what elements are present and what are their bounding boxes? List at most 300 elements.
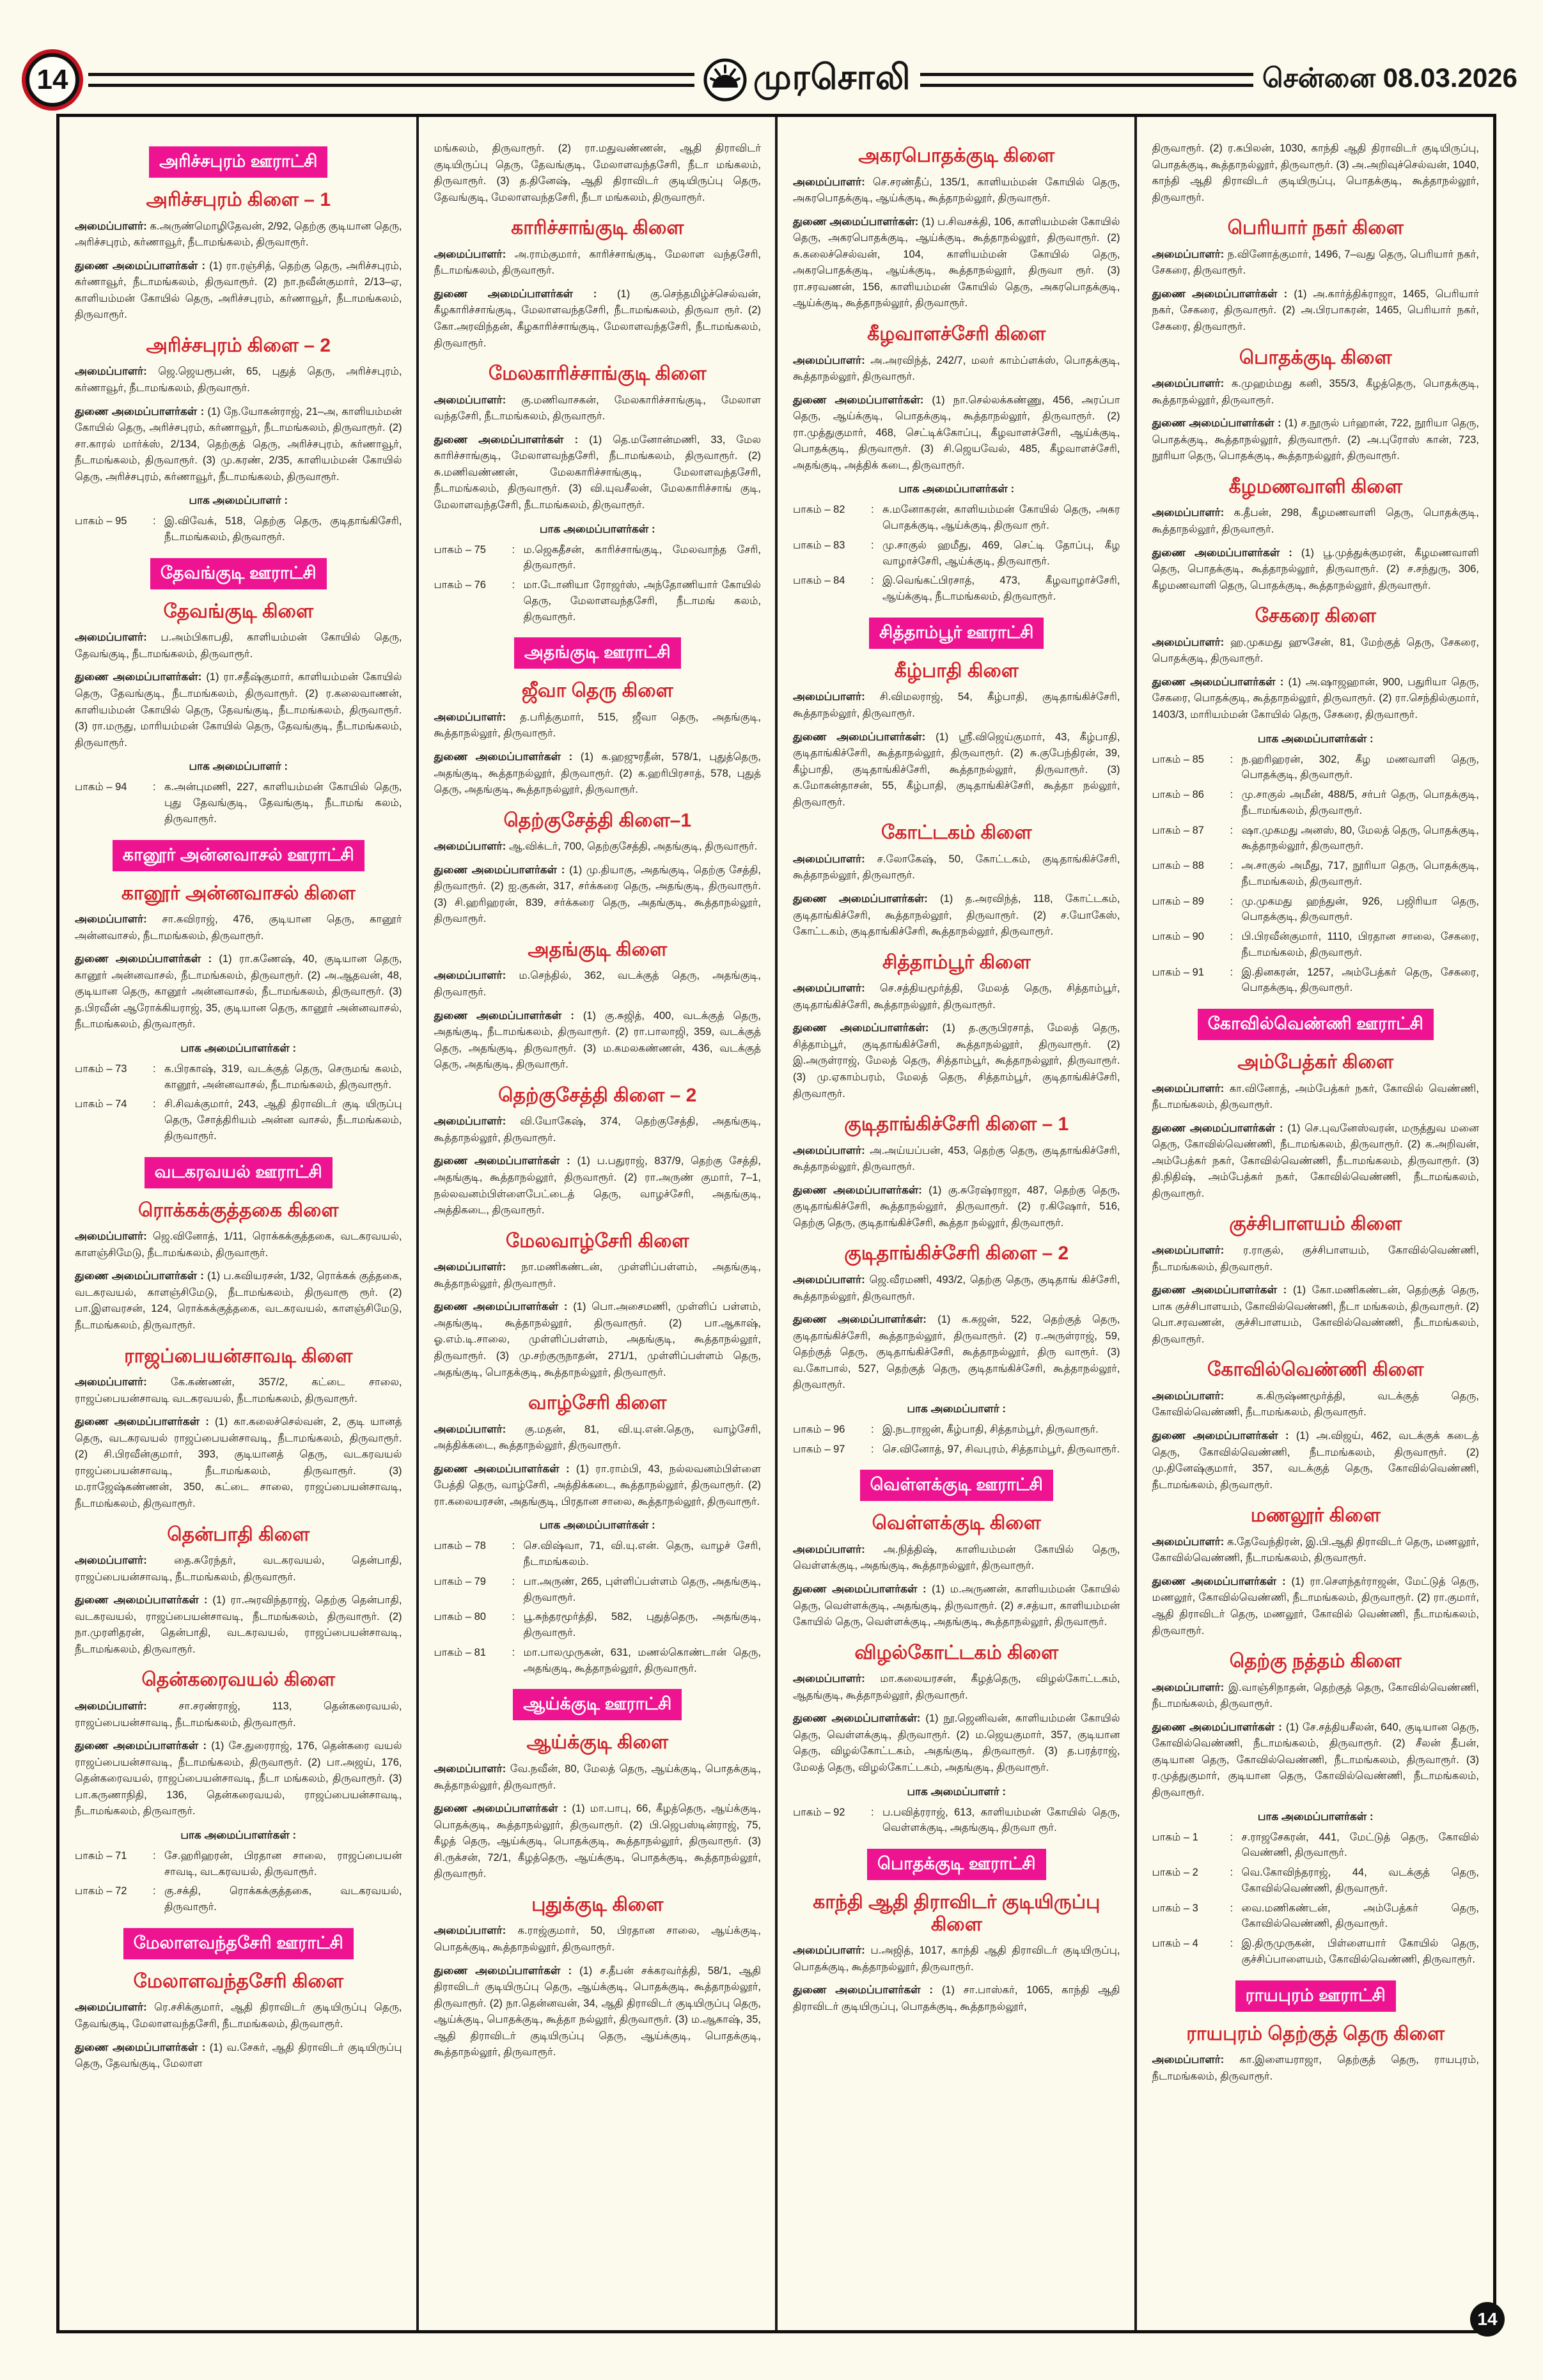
- organizer-paragraph: [1152, 1242, 1480, 1275]
- paragraph-label: அமைப்பாளர்:: [75, 1230, 147, 1243]
- paragraph-label: துணை அமைப்பாளர்கள் :: [434, 287, 597, 300]
- bagam-row: [1152, 787, 1480, 819]
- organizer-paragraph: [793, 1670, 1120, 1704]
- bagam-row: [1152, 1865, 1480, 1897]
- bagam-row: [793, 502, 1120, 534]
- paragraph-label: துணை அமைப்பாளர்கள் :: [1152, 675, 1284, 688]
- bagam-colon: :: [1230, 753, 1234, 765]
- bagam-text: மா.பாலமுருகன், 631, மணல்கொண்டான் தெரு, அதங்குடி, கூத்தாநல்லூர், திருவாரூர்.: [523, 1646, 761, 1674]
- organizer-paragraph: [1152, 1388, 1480, 1421]
- paragraph-label: அமைப்பாளர்:: [434, 247, 506, 260]
- bagam-text: க.அன்புமணி, 227, காளியம்மன் கோயில் தெரு, புது தேவங்குடி, தேவங்குடி, நீடாமங் கலம், திருவாரூர்.: [164, 781, 402, 825]
- paragraph-label: அமைப்பாளர்:: [75, 2001, 147, 2014]
- bagam-number: பாகம் – 74: [75, 1098, 127, 1110]
- organizer-paragraph: [793, 1142, 1120, 1176]
- paragraph-text: ஹ.முகமது ஹுசேன், 81, மேற்குத் தெரு, சேகரை, பொதக்குடி, திருவாரூர்.: [1152, 636, 1479, 665]
- paragraph-text: (1) ரா.சதீஷ்குமார், காளியம்மன் கோயில் தெரு, தேவங்குடி, நீடாமங்கலம், திருவாரூர். (2) ர.கலைவாணன், காளியம்மன் கோயில் தெரு, தேவங்குடி, நீடாமங்கலம், திருவாரூர். (3) ரா.மருது, மாரியம்மன் கோயில் தெரு, தேவங்குடி, நீடாமங்கலம், திருவாரூர்.: [75, 671, 402, 749]
- paragraph-label: துணை அமைப்பாளர்கள் :: [1152, 417, 1281, 430]
- organizer-paragraph: [793, 729, 1120, 811]
- bagam-colon: :: [1230, 931, 1234, 942]
- paragraph-label: துணை அமைப்பாளர்கள் :: [434, 1462, 570, 1475]
- bagam-row: [434, 1609, 762, 1641]
- footer-page-number-badge: 14: [1470, 2302, 1505, 2337]
- bagam-row: [434, 1538, 762, 1570]
- masthead: [703, 58, 911, 102]
- organizer-paragraph: [75, 1999, 402, 2032]
- uratchi-header: பொதக்குடி ஊராட்சி: [867, 1849, 1046, 1880]
- organizer-paragraph: [434, 432, 762, 514]
- bagam-row: [434, 577, 762, 625]
- bagam-row: [75, 1096, 402, 1144]
- paragraph-label: அமைப்பாளர்:: [434, 1422, 506, 1435]
- bagam-row: [1152, 965, 1480, 997]
- organizer-paragraph: [75, 363, 402, 396]
- branch-header: ரொக்கக்குத்தகை கிளை: [137, 1199, 339, 1221]
- bagam-colon: :: [1230, 789, 1234, 800]
- paragraph-label: அமைப்பாளர்:: [793, 982, 865, 995]
- uratchi-header: வடகரவயல் ஊராட்சி: [145, 1157, 333, 1188]
- paragraph-text: சா.சரண்ராஜ், 113, தென்கரைவயல், ராஜப்பையன்சாவடி, நீடாமங்கலம், திருவாரூர்.: [75, 1700, 402, 1729]
- news-column: [775, 117, 1134, 2330]
- paragraph-text: (1) ரா.அரவிந்தராஜ், தெற்கு தென்பாதி, வடகரவயல், ராஜப்பையன்சாவடி, நீடாமங்கலம், திருவாரூர். (2) நா.முரளிதரன், தென்பாதி, வடகரவயல், ராஜப்பையன்சாவடி, நீடாமங்கலம், திருவாரூர்.: [75, 1594, 402, 1655]
- paragraph-label: அமைப்பாளர்:: [793, 1944, 865, 1957]
- bagam-text: ந.ஹரிஹரன், 302, கீழ மணவாளி தெரு, பொதக்குடி, திருவாரூர்.: [1241, 753, 1479, 781]
- bagam-number: பாகம் – 85: [1152, 753, 1204, 765]
- uratchi-header: கோவில்வெண்ணி ஊராட்சி: [1198, 1009, 1434, 1040]
- bagam-colon: :: [512, 1611, 515, 1623]
- paragraph-label: துணை அமைப்பாளர்கள் :: [75, 1739, 207, 1752]
- paragraph-text: (1) தெ.மனோன்மணி, 33, மேல காரிச்சாங்குடி, மேலாளவந்தசேரி, நீடாமங்கலம், திருவாரூர். (2) சு.மணிவண்ணன், மேலகாரிச்சாங்குடி, மேலாளவந்தசேரி, நீடாமங்கலம், திருவாரூர். (3) வி.யுவசீலன், மேலகாரிச்சாங் குடி, மேலாளவந்தசேரி, நீடாமங்கலம், திருவாரூர்.: [434, 433, 761, 511]
- bagam-text: இ.நடராஜன், கீழ்பாதி, சித்தாம்பூர், திருவாரூர்.: [882, 1423, 1099, 1435]
- bagam-number: பாகம் – 81: [434, 1646, 486, 1658]
- bagam-text: சே.ஹரிஹரன், பிரதான சாலை, ராஜப்பையன் சாவடி, வடகரவயல், திருவாரூர்.: [164, 1849, 402, 1878]
- paragraph-label: துணை அமைப்பாளர்கள் :: [434, 750, 573, 763]
- bagam-text: வெ.கோவிந்தராஜ், 44, வடக்குத் தெரு, கோவில்வெண்ணி, திருவாரூர்.: [1241, 1867, 1479, 1894]
- bagam-number: பாகம் – 89: [1152, 895, 1204, 907]
- bagam-text: மு.சாகுல் அமீன், 488/5, சர்பர் தெரு, பொதக்குடி, நீடாமங்கலம், திருவாரூர்.: [1241, 789, 1479, 816]
- bagam-text: ஷா.முகமது அனஸ், 80, மேலத் தெரு, பொதக்குடி, கூத்தாநல்லூர், திருவாரூர்.: [1241, 824, 1479, 852]
- paragraph-text: (1) கோ.மணிகண்டன், தெற்குத் தெரு, பாக குச்சிபாளயம், கோவில்வெண்ணி, நீடா மங்கலம், திருவாரூர். (2) பொ.சரவணன், குச்சிபாளயம், கோவில்வெண்ணி, நீடாமங்கலம், திருவாரூர்.: [1152, 1284, 1479, 1345]
- paragraph-label: அமைப்பாளர்:: [1152, 635, 1225, 648]
- paragraph-label: அமைப்பாளர்:: [793, 690, 865, 703]
- paragraph-text: நா.மணிகண்டன், முள்ளிப்பள்ளம், அதங்குடி, கூத்தாநல்லூர், திருவாரூர்.: [434, 1261, 761, 1289]
- organizer-paragraph: [793, 851, 1120, 884]
- organizer-paragraph: [434, 838, 762, 855]
- paragraph-text: (1) ரா.சௌந்தர்ராஜன், மேட்டுத் தெரு, மணலூர், கோவில்வெண்ணி, நீடாமங்கலம், திருவாரூர். (2) ரா.குமார், ஆதி திராவிடர் தெரு, மணலூர், கோவில் வெண்ணி, நீடாமங்கலம், திருவாரூர்.: [1152, 1575, 1479, 1637]
- organizer-paragraph: [1152, 1573, 1480, 1639]
- paragraph-label: துணை அமைப்பாளர்கள் :: [1152, 287, 1288, 300]
- baga-organizers-subhead: பாக அமைப்பாளர்கள் :: [1257, 732, 1374, 745]
- paragraph-label: அமைப்பாளர்:: [434, 710, 506, 723]
- bagam-number: பாகம் – 96: [793, 1423, 845, 1435]
- bagam-number: பாகம் – 84: [793, 575, 845, 587]
- paragraph-label: துணை அமைப்பாளர்கள் :: [434, 1009, 574, 1022]
- paragraph-label: துணை அமைப்பாளர்கள் :: [75, 405, 205, 417]
- bagam-row: [1152, 858, 1480, 890]
- bagam-colon: :: [1230, 824, 1234, 836]
- organizer-paragraph: [434, 1922, 762, 1956]
- branch-header: அரிச்சபுரம் கிளை – 2: [146, 334, 331, 356]
- bagam-colon: :: [512, 1540, 515, 1552]
- paragraph-label: துணை அமைப்பாளர்கள் :: [75, 1594, 208, 1606]
- bagam-text: செ.வினோத், 97, சிவபுரம், சித்தாம்பூர், திருவாரூர்.: [882, 1443, 1120, 1455]
- organizer-paragraph: [434, 1421, 762, 1454]
- organizer-paragraph: [1152, 674, 1480, 724]
- paragraph-text: ச.லோகேஷ், 50, கோட்டகம், குடிதாங்கிச்சேரி, கூத்தாநல்லூர், திருவாரூர்.: [793, 853, 1120, 882]
- paragraph-label: துணை அமைப்பாளர்கள் :: [75, 259, 206, 272]
- organizer-paragraph: [793, 352, 1120, 385]
- organizer-paragraph: [75, 911, 402, 944]
- bagam-text: வை.மணிகண்டன், அம்பேத்கர் தெரு, கோவில்வெண்ணி, திருவாரூர்.: [1241, 1902, 1479, 1930]
- bagam-colon: :: [871, 575, 874, 587]
- uratchi-header: அதங்குடி ஊராட்சி: [514, 637, 681, 669]
- paragraph-text: (1) நா.செல்லக்கண்ணு, 456, அரப்பா தெரு, ஆய்க்குடி, பொதக்குடி, கூத்தாநல்லூர், திருவாரூர். (2) ரா.முத்துகுமார், 468, செட்டிக்கோப்பு, கீழவாளச்சேரி, ஆய்க்குடி, பொதக்குடி, திருவாரூர். (3) சி.ஜெயவேல், 485, கீழவாளச்சேரி, அதங்குடி, அத்திக் கடை, திருவாரூர்.: [793, 394, 1120, 471]
- bagam-number: பாகம் – 71: [75, 1849, 127, 1862]
- bagam-row: [1152, 823, 1480, 855]
- bagam-number: பாகம் – 72: [75, 1885, 127, 1897]
- branch-header: காந்தி ஆதி திராவிடர் குடியிருப்பு கிளை: [813, 1892, 1100, 1935]
- paragraph-label: அமைப்பாளர்:: [1152, 1389, 1225, 1402]
- uratchi-header: கானூர் அன்னவாசல் ஊராட்சி: [113, 840, 364, 871]
- uratchi-header-row: [75, 1157, 402, 1188]
- branch-header: அரிச்சபுரம் கிளை – 1: [146, 189, 331, 210]
- uratchi-header-row: [1152, 1980, 1480, 2012]
- organizer-paragraph: [793, 688, 1120, 722]
- paragraph-label: அமைப்பாளர்:: [434, 1115, 506, 1128]
- bagam-text: ம.ஜெகதீசன், காரிச்சாங்குடி, மேலவாந்த சேரி, திருவாரூர்.: [523, 543, 761, 572]
- paragraph-text: கா.இளையராஜா, தெற்குத் தெரு, ராயபுரம், நீடாமங்கலம், திருவாரூர்.: [1152, 2054, 1479, 2082]
- paragraph-text: (1) சே.சத்தியசீலன், 640, குடியான தெரு, கோவில்வெண்ணி, நீடாமங்கலம், திருவாரூர். (2) சீலன் தீபன், குடியான தெரு, கோவில்வெண்ணி, நீடாமங்கலம், திருவாரூர். (3) ர.முத்துகுமார், குடியான தெரு, கோவில்வெண்ணி, நீடாமங்கலம், திருவாரூர்.: [1152, 1721, 1479, 1798]
- paragraph-label: துணை அமைப்பாளர்கள் :: [434, 1155, 570, 1167]
- paragraph-label: அமைப்பாளர்:: [1152, 247, 1225, 260]
- branch-header: கோவில்வெண்ணி கிளை: [1207, 1359, 1424, 1381]
- organizer-paragraph: [75, 1228, 402, 1261]
- paragraph-text: (1) கு.சுரேஷ்ராஜா, 487, தெற்கு தெரு, குடிதாங்கிச்சேரி, கூத்தாநல்லூர், திருவாரூர். (2) ர.கிஷோர், 516, தெற்கு தெரு, குடிதாங்கிச்சேரி, கூத்தா நல்லூர், திருவாரூர்.: [793, 1184, 1120, 1229]
- paragraph-label: துணை அமைப்பாளர்கள்:: [793, 1022, 929, 1034]
- branch-header: பொதக்குடி கிளை: [1239, 346, 1392, 368]
- branch-header: காரிச்சாங்குடி கிளை: [511, 217, 684, 239]
- paragraph-text: சி.விமலராஜ், 54, கீழ்பாதி, குடிதாங்கிச்சேரி, கூத்தாநல்லூர், திருவாரூர்.: [793, 691, 1120, 719]
- paragraph-text: இ.வாஞ்சிநாதன், தெற்குத் தெரு, கோவில்வெண்ணி, நீடாமங்கலம், திருவாரூர்.: [1152, 1681, 1479, 1710]
- bagam-number: பாகம் – 75: [434, 543, 486, 556]
- uratchi-header-row: [75, 146, 402, 178]
- paragraph-text: (1) சே.துரைராஜ், 176, தென்கரை வயல் ராஜப்பையன்சாவடி, நீடாமங்கலம், திருவாரூர். (2) பா.அஜய், 176, தென்கரைவயல், ராஜப்பையன்சாவடி, நீடா மங்கலம், திருவாரூர். (3) பா.கருணாநிதி, 136, தென்கரைவயல், ராஜப்பையன்சாவடி, நீடாமங்கலம், திருவாரூர்.: [75, 1740, 402, 1817]
- bagam-number: பாகம் – 91: [1152, 966, 1204, 978]
- paragraph-text: (1) க.கஜன், 522, தெற்குத் தெரு, குடிதாங்கிச்சேரி, கூத்தாநல்லூர், திருவாரூர். (2) ர.அருள்ராஜ், 59, தெற்குத் தெரு, குடிதாங்கிச்சேரி, கூத்தாநல்லூர், திரு வாரூர். (3) வ.கோபால், 527, தெற்குத் தெரு, குடிதாங்கிச்சேரி, கூத்தாநல்லூர், திருவாரூர்.: [793, 1314, 1120, 1391]
- organizer-paragraph: [793, 1541, 1120, 1575]
- paragraph-label: துணை அமைப்பாளர்கள் :: [434, 1802, 567, 1815]
- bagam-row: [793, 1805, 1120, 1837]
- bagam-text: மு.சாகுல் ஹமீது, 469, செட்டி தோப்பு, கீழ வாழாச்சேரி, ஆய்க்குடி, திருவாரூர்.: [882, 539, 1120, 567]
- organizer-paragraph: [793, 1020, 1120, 1102]
- paragraph-text: ப.அஜித், 1017, காந்தி ஆதி திராவிடர் குடியிருப்பு, பொதக்குடி, கூத்தாநல்லூர், திருவாரூர்.: [793, 1945, 1120, 1973]
- paragraph-label: அமைப்பாளர்:: [1152, 1681, 1225, 1693]
- paragraph-text: செ.சத்தியமூர்த்தி, மேலத் தெரு, சித்தாம்பூர், குடிதாங்கிச்சேரி, கூத்தாநல்லூர், திருவாரூர்.: [793, 983, 1120, 1011]
- organizer-paragraph: [793, 1982, 1120, 2015]
- organizer-paragraph: [793, 1942, 1120, 1975]
- branch-header: விழல்கோட்டகம் கிளை: [854, 1642, 1059, 1663]
- bagam-colon: :: [153, 515, 156, 527]
- paragraph-text: க.ராஜ்குமார், 50, பிரதான சாலை, ஆய்க்குடி, பொதக்குடி, கூத்தாநல்லூர், திருவாரூர்.: [434, 1925, 761, 1953]
- header-rule: [88, 73, 694, 87]
- paragraph-text: (1) அ.கார்த்திக்ராஜா, 1465, பெரியார் நகர், சேகரை, திருவாரூர். (2) அ.பிரபாகரன், 1465, பெரியார் நகர், சேகரை, திருவாரூர்.: [1152, 288, 1479, 332]
- paragraph-label: அமைப்பாளர்:: [1152, 1535, 1225, 1548]
- organizer-paragraph: [434, 140, 762, 206]
- branch-header: குடிதாங்கிச்சேரி கிளை – 2: [844, 1243, 1069, 1264]
- baga-organizers-subhead: பாக அமைப்பாளர் :: [189, 494, 288, 507]
- organizer-paragraph: [434, 1153, 762, 1218]
- paragraph-text: கு.மதன், 81, வி.யு.என்.தெரு, வாழ்சேரி, அத்திக்கடை, கூத்தாநல்லூர், திருவாரூர்.: [434, 1423, 761, 1452]
- paragraph-text: செ.சரண்தீப், 135/1, காளியம்மன் கோயில் தெரு, அகரபொதக்குடி, ஆய்க்குடி, கூத்தாநல்லூர், திருவாரூர்.: [793, 176, 1120, 205]
- organizer-paragraph: [75, 403, 402, 486]
- paragraph-text: (1) வ.சேகர், ஆதி திராவிடர் குடியிருப்பு தெரு, தேவங்குடி, மேலாள: [75, 2041, 402, 2070]
- branch-header: மேலாளவந்தசேரி கிளை: [133, 1970, 343, 1992]
- bagam-number: பாகம் – 83: [793, 539, 845, 551]
- bagam-number: பாகம் – 79: [434, 1575, 486, 1587]
- paragraph-label: அமைப்பாளர்:: [434, 1924, 506, 1937]
- organizer-paragraph: [1152, 286, 1480, 336]
- organizer-paragraph: [1152, 1282, 1480, 1348]
- branch-header: கீழ்பாதி கிளை: [894, 660, 1019, 681]
- branch-header: தெற்குசேத்தி கிளை–1: [503, 809, 692, 831]
- paragraph-text: ர.ராகுல், குச்சிபாளயம், கோவில்வெண்ணி, நீடாமங்கலம், திருவாரூர்.: [1152, 1244, 1479, 1273]
- bagam-number: பாகம் – 86: [1152, 789, 1204, 800]
- bagam-text: சி.சிவக்குமார், 243, ஆதி திராவிடர் குடி யிருப்பு தெரு, சோத்திரியம் அன்ன வாசல், நீடாமங்கலம், திருவாரூர்.: [164, 1098, 402, 1142]
- bagam-number: பாகம் – 92: [793, 1806, 845, 1818]
- bagam-colon: :: [153, 1062, 156, 1075]
- organizer-paragraph: [793, 1182, 1120, 1232]
- bagam-colon: :: [871, 1806, 874, 1818]
- paragraph-text: வே.நவீன், 80, மேலத் தெரு, ஆய்க்குடி, பொதக்குடி, கூத்தாநல்லூர், திருவாரூர்.: [434, 1762, 761, 1791]
- bagam-number: பாகம் – 88: [1152, 860, 1204, 871]
- baga-organizers-subhead: பாக அமைப்பாளர்கள் :: [180, 1041, 297, 1054]
- paragraph-text: (1) ப.பதுராஜ், 837/9, தெற்கு சேத்தி, அதங்குடி, கூத்தாநல்லூர், திருவாரூர். (2) ரா.அருண் குமார், 7–1, நல்லவனம்பிள்ளைபேட்டைத் தெரு, வாழச்சேரி, அதங்குடி, அத்திகடை, திருவாரூர்.: [434, 1155, 761, 1217]
- paragraph-text: சா.கவிராஜ், 476, குடியான தெரு, கானூர் அன்னவாசல், நீடாமங்கலம், திருவாரூர்.: [75, 914, 402, 942]
- bagam-colon: :: [1230, 966, 1234, 978]
- branch-header: மணலூர் கிளை: [1250, 1505, 1381, 1527]
- organizer-paragraph: [1152, 504, 1480, 538]
- paragraph-text: (1) ப.கவியரசன், 1/32, ரொக்கக் குத்தகை, வடகரவயல், காளஞ்சிமேடு, நீடாமங்கலம், திருவாரூ ரூர். (2) பா.இளவரசன், 124, ரொக்கக்குத்தகை, வடகரவயல், காளஞ்சிமேடு, நீடாமங்கலம், திருவாரூர்.: [75, 1270, 402, 1331]
- organizer-paragraph: [793, 1272, 1120, 1305]
- uratchi-header-row: [793, 1470, 1120, 1501]
- bagam-row: [75, 779, 402, 827]
- branch-header: ஆய்க்குடி கிளை: [526, 1732, 669, 1754]
- paragraph-text: ஜெ.ஜெயரூபன், 65, புதுத் தெரு, அரிச்சபுரம், கர்ணாவூர், நீடாமங்கலம், திருவாரூர்.: [75, 366, 402, 394]
- organizer-paragraph: [75, 1374, 402, 1407]
- paragraph-label: துணை அமைப்பாளர்கள்:: [793, 1712, 921, 1725]
- organizer-paragraph: [75, 258, 402, 323]
- bagam-text: பூ.சுந்தரமூர்த்தி, 582, புதுத்தெரு, அதங்குடி, திருவாரூர்.: [523, 1611, 761, 1639]
- organizer-paragraph: [1152, 1120, 1480, 1202]
- paragraph-label: அமைப்பாளர்:: [75, 365, 147, 378]
- uratchi-header-row: [793, 1849, 1120, 1880]
- organizer-paragraph: [1152, 1679, 1480, 1713]
- paragraph-text: ம.செந்தில், 362, வடக்குத் தெரு, அதங்குடி, திருவாரூர்.: [434, 970, 761, 998]
- paragraph-label: அமைப்பாளர்:: [75, 913, 147, 925]
- bagam-colon: :: [512, 543, 515, 556]
- paragraph-label: அமைப்பாளர்:: [1152, 1082, 1225, 1094]
- bagam-colon: :: [153, 781, 156, 793]
- paragraph-label: அமைப்பாளர்:: [793, 1543, 865, 1555]
- paragraph-label: அமைப்பாளர்:: [1152, 1243, 1225, 1256]
- bagam-number: பாகம் – 80: [434, 1611, 486, 1623]
- bagam-row: [1152, 1936, 1480, 1968]
- bagam-colon: :: [1230, 860, 1234, 871]
- branch-header: கானூர் அன்னவாசல் கிளை: [121, 882, 356, 904]
- bagam-number: பாகம் – 1: [1152, 1831, 1198, 1843]
- organizer-paragraph: [75, 1413, 402, 1512]
- paragraph-text: (1) அ.விஜய், 462, வடக்குக் கடைத் தெரு, கோவில்வெண்ணி, நீடாமங்கலம், திருவாரூர். (2) மு.தினேஷ்குமார், 357, வடக்குத் தெரு, கோவில்வெண்ணி, நீடாமங்கலம், திருவாரூர்.: [1152, 1429, 1479, 1491]
- bagam-colon: :: [512, 1575, 515, 1587]
- organizer-paragraph: [434, 392, 762, 425]
- paragraph-text: (1) ம.அருணன், காளியம்மன் கோயில் தெரு, வெள்ளக்குடி, அதங்குடி, திருவாரூர். (2) ச.சத்யா, காளியம்மன் கோயில் தெரு, வெள்ளக்குடி, அதங்குடி, கூத்தாநல்லூர், திருவாரூர்.: [793, 1583, 1120, 1628]
- paragraph-text: (1) நே.யோகன்ராஜ், 21–அ, காளியம்மன் கோயில் தெரு, அரிச்சபுரம், கர்ணாவூர், நீடாமங்கலம், திருவாரூர். (2) சா.காரல் மார்க்ஸ், 2/134, தெற்குத் தெரு, அரிச்சபுரம், கர்ணாவூர், நீடாமங்கலம், திருவாரூர். (3) மு.கரண், 2/35, காளியம்மன் கோயில் தெரு, அரிச்சபுரம், கர்ணாவூர், நீடாமங்கலம், திருவாரூர்.: [75, 405, 402, 483]
- paragraph-label: துணை அமைப்பாளர்கள் :: [793, 1583, 927, 1595]
- branch-header: அதங்குடி கிளை: [528, 938, 668, 960]
- bagam-number: பாகம் – 97: [793, 1443, 845, 1455]
- paragraph-label: துணை அமைப்பாளர்கள்:: [793, 892, 928, 905]
- paragraph-label: அமைப்பாளர்:: [434, 969, 506, 982]
- paragraph-text: (1) கு.சுஜித், 400, வடக்குத் தெரு, அதங்குடி, நீடாமங்கலம், திருவாரூர். (2) ரா.பாலாஜி, 359, வடக்குத் தெரு, அதங்குடி, திருவாரூர். (3) ம.கமலகண்ணன், 436, வடக்குத் தெரு, அதங்குடி, திருவாரூர்.: [434, 1009, 761, 1071]
- paragraph-text: க.தேவேந்திரன், இ.பி.ஆதி திராவிடர் தெரு, மணலூர், கோவில்வெண்ணி, நீடாமங்கலம், திருவாரூர்.: [1152, 1536, 1479, 1564]
- branch-header: கீழமணவாளி கிளை: [1228, 476, 1403, 497]
- bagam-text: கு.சக்தி, ரொக்கக்குத்தகை, வடகரவயல், திருவாரூர்.: [164, 1885, 402, 1913]
- bagam-colon: :: [1230, 1902, 1234, 1914]
- branch-header: வாழ்சேரி கிளை: [528, 1392, 667, 1414]
- uratchi-header: தேவங்குடி ஊராட்சி: [150, 558, 327, 589]
- bagam-number: பாகம் – 78: [434, 1540, 486, 1552]
- organizer-paragraph: [793, 1710, 1120, 1776]
- paragraph-label: அமைப்பாளர்:: [1152, 506, 1225, 519]
- paragraph-label: துணை அமைப்பாளர்கள் :: [75, 2041, 206, 2053]
- paragraph-text: கே.கண்ணன், 357/2, கட்டை சாலை, ராஜப்பையன்சாவடி வடகரவயல், நீடாமங்கலம், திருவாரூர்.: [75, 1376, 402, 1404]
- paragraph-label: துணை அமைப்பாளர்கள்:: [793, 1313, 927, 1326]
- page-header: [26, 56, 1517, 104]
- bagam-row: [793, 1442, 1120, 1458]
- bagam-colon: :: [871, 1423, 874, 1435]
- paragraph-label: துணை அமைப்பாளர்கள் :: [1152, 1720, 1282, 1733]
- bagam-row: [793, 1422, 1120, 1438]
- paragraph-label: துணை அமைப்பாளர்கள் :: [434, 433, 579, 446]
- paragraph-label: அமைப்பாளர்:: [793, 1273, 865, 1286]
- paragraph-label: துணை அமைப்பாளர்கள்:: [793, 730, 926, 743]
- bagam-text: இ.வெங்கட்பிரசாத், 473, கீழவாழாச்சேரி, ஆய்க்குடி, நீடாமங்கலம், திருவாரூர்.: [882, 575, 1120, 603]
- masthead-title: முரசொலி: [753, 58, 911, 97]
- paragraph-text: கா.வினோத், அம்பேத்கர் நகர், கோவில் வெண்ணி, நீடாமங்கலம், திருவாரூர்.: [1152, 1082, 1479, 1111]
- bagam-text: மு.முகமது ஹந்துன், 926, பஜிரியா தெரு, பொதக்குடி, திருவாரூர்.: [1241, 895, 1479, 923]
- organizer-paragraph: [434, 286, 762, 352]
- paragraph-text: அ.நித்திஷ், காளியம்மன் கோயில் தெரு, வெள்ளக்குடி, அதங்குடி, கூத்தாநல்லூர், திருவாரூர்.: [793, 1543, 1120, 1572]
- paragraph-label: துணை அமைப்பாளர்கள் :: [75, 1415, 209, 1428]
- bagam-number: பாகம் – 2: [1152, 1867, 1198, 1878]
- paragraph-text: க.அருண்மொழிதேவன், 2/92, தெற்கு குடியான தெரு, அரிச்சபுரம், கர்ணாவூர், நீடாமங்கலம், திருவாரூர்.: [75, 220, 402, 249]
- organizer-paragraph: [793, 392, 1120, 474]
- paragraph-label: அமைப்பாளர்:: [793, 1144, 865, 1156]
- uratchi-header-row: [75, 558, 402, 589]
- bagam-number: பாகம் – 82: [793, 504, 845, 516]
- baga-organizers-subhead: பாக அமைப்பாளர் :: [907, 1402, 1006, 1415]
- uratchi-header: ராயபுரம் ஊராட்சி: [1235, 1980, 1396, 2012]
- bagam-text: மா.டோனியா ரோஜர்ஸ், அந்தோணியார் கோயில் தெரு, மேலாளவந்தசேரி, நீடாமங் கலம், திருவாரூர்.: [523, 579, 761, 623]
- bagam-text: இ.விவேக், 518, தெற்கு தெரு, குடிதாங்கிசேரி, நீடாமங்கலம், திருவாரூர்.: [164, 515, 402, 543]
- bagam-row: [434, 1574, 762, 1606]
- paragraph-text: கு.மணிவாசகன், மேலகாரிச்சாங்குடி, மேலாள வந்தசேரி, நீடாமங்கலம், திருவாரூர்.: [434, 394, 762, 423]
- organizer-paragraph: [434, 1259, 762, 1292]
- bagam-text: ப.பவித்ரராஜ், 613, காளியம்மன் கோயில் தெரு, வெள்ளக்குடி, அதங்குடி, திருவா ரூர்.: [882, 1806, 1120, 1834]
- branch-header: தென்பாதி கிளை: [167, 1523, 310, 1545]
- page-number-badge: 14: [26, 53, 79, 107]
- news-column: [416, 117, 776, 2330]
- organizer-paragraph: [75, 1738, 402, 1820]
- paragraph-text: (1) கா.கலைச்செல்வன், 2, குடி யானத் தெரு, வடகரவயல் ராஜப்பையன்சாவடி, நீடாமங்கலம், திருவாரூர். (2) சி.பிரவீன்குமார், 393, குடியானத் தெரு, வடகரவயல் ராஜப்பையன்சாவடி, நீடாமங்கலம், திருவாரூர். (3) ம.ராஜேஷ்கண்ணன், 350, கட்டை சாலை, ராஜப்பையன்சாவடி, நீடாமங்கலம், திருவாரூர்.: [75, 1416, 402, 1509]
- paragraph-text: தை.சுரேந்தர், வடகரவயல், தென்பாதி, ராஜப்பையன்சாவடி, நீடாமங்கலம், திருவாரூர்.: [75, 1555, 402, 1583]
- organizer-paragraph: [75, 629, 402, 662]
- organizer-paragraph: [1152, 415, 1480, 465]
- paragraph-label: அமைப்பாளர்:: [75, 219, 147, 232]
- paragraph-text: ரெ.சசிக்குமார், ஆதி திராவிடர் குடியிருப்பு தெரு, தேவங்குடி, மேலாளவந்தசேரி, நீடாமங்கலம், திருவாரூர்.: [75, 2002, 402, 2030]
- uratchi-header-row: [1152, 1009, 1480, 1040]
- paragraph-text: (1) கு.செந்தமிழ்ச்செல்வன், கீழகாரிச்சாங்குடி, மேலாளவந்தசேரி, நீடாமங்கலம், திருவா ரூர். (2) கோ.அரவிந்தன், கீழகாரிச்சாங்குடி, மேலாளவந்தசேரி, நீடாமங்கலம், திருவாரூர்.: [434, 288, 761, 349]
- bagam-colon: :: [153, 1849, 156, 1862]
- paragraph-text: க.முஹம்மது கனி, 355/3, கீழத்தெரு, பொதக்குடி, கூத்தாநல்லூர், திருவாரூர்.: [1152, 378, 1479, 406]
- paragraph-text: க.கிருஷ்ணமூர்த்தி, வடக்குத் தெரு, கோவில்வெண்ணி, நீடாமங்கலம், திருவாரூர்.: [1152, 1390, 1479, 1419]
- paragraph-text: மா.கலையரசன், கீழத்தெரு, விழல்கோட்டகம், ஆதங்குடி, கூத்தாநல்லூர், திருவாரூர்.: [793, 1673, 1120, 1701]
- uratchi-header: அரிச்சபுரம் ஊராட்சி: [149, 146, 327, 178]
- bagam-colon: :: [871, 1443, 874, 1455]
- baga-organizers-subhead: பாக அமைப்பாளர்கள் :: [1257, 1810, 1374, 1823]
- news-column: [1134, 117, 1494, 2330]
- paragraph-label: துணை அமைப்பாளர்கள் :: [1152, 1284, 1287, 1296]
- organizer-paragraph: [75, 2039, 402, 2073]
- organizer-paragraph: [1152, 2051, 1480, 2085]
- paragraph-label: அமைப்பாளர்:: [75, 1376, 147, 1388]
- organizer-paragraph: [1152, 545, 1480, 595]
- bagam-number: பாகம் – 90: [1152, 931, 1204, 942]
- organizer-paragraph: [75, 1698, 402, 1731]
- paragraph-text: ப.அம்பிகாபதி, காளியம்மன் கோயில் தெரு, தேவங்குடி, நீடாமங்கலம், திருவாரூர்.: [75, 632, 402, 660]
- organizer-paragraph: [434, 1007, 762, 1073]
- organizer-paragraph: [434, 1800, 762, 1883]
- bagam-row: [793, 538, 1120, 570]
- paragraph-text: த.பரித்குமார், 515, ஜீவா தெரு, அதங்குடி, கூத்தாநல்லூர், திருவாரூர்.: [434, 711, 761, 740]
- paragraph-text: (1) அ.ஷாஜஹான், 900, பதுரியா தெரு, சேகரை, பொதக்குடி, கூத்தாநல்லூர், திருவாரூர். (2) ரா.செந்தில்குமார், 1403/3, மாரியம்மன் கோயில் தெரு, சேகரை, திருவாரூர்.: [1152, 676, 1479, 720]
- paragraph-text: (1) பூ.முத்துக்குமரன், கீழமணவாளி தெரு, பொதக்குடி, கூத்தாநல்லூர், திருவாரூர். (2) ச.சந்துரு, 306, கீழமணவாளி தெரு, பொதக்குடி, கூத்தாநல்லூர், திருவாரூர்.: [1152, 547, 1479, 591]
- bagam-colon: :: [1230, 895, 1234, 907]
- organizer-paragraph: [793, 891, 1120, 940]
- organizer-paragraph: [1152, 1534, 1480, 1567]
- organizer-paragraph: [75, 951, 402, 1033]
- branch-header: ராஜப்பையன்சாவடி கிளை: [124, 1345, 353, 1367]
- edition-dateline: சென்னை 08.03.2026: [1262, 63, 1517, 93]
- paragraph-label: துணை அமைப்பாளர்கள் :: [75, 953, 212, 965]
- paragraph-label: அமைப்பாளர்:: [75, 1699, 147, 1712]
- bagam-row: [1152, 1830, 1480, 1862]
- organizer-paragraph: [75, 1552, 402, 1585]
- paragraph-text: (1) சா.பாஸ்கர், 1065, காந்தி ஆதி திராவிடர் குடியிருப்பு, பொதக்குடி, கூத்தாநல்லூர்,: [793, 1984, 1120, 2012]
- organizer-paragraph: [75, 669, 402, 751]
- paragraph-text: (1) மு.தியாகு, அதங்குடி, தெற்கு சேத்தி, திருவாரூர். (2) ஐ.குகன், 317, சர்க்கரை தெரு, அதங்குடி, திருவாரூர். (3) சி.ஹரிஹரன், 839, சர்க்கரை தெரு, அதங்குடி, கூத்தாநல்லூர், திருவாரூர்.: [434, 864, 761, 925]
- bagam-number: பாகம் – 87: [1152, 824, 1204, 836]
- paragraph-label: துணை அமைப்பாளர்கள்:: [793, 215, 919, 228]
- paragraph-label: துணை அமைப்பாளர்கள் :: [75, 1270, 204, 1282]
- branch-header: மேலவாழ்சேரி கிளை: [505, 1230, 689, 1252]
- bagam-text: இ.தினகரன், 1257, அம்பேத்கர் தெரு, சேகரை, பொதக்குடி, திருவாரூர்.: [1241, 966, 1479, 994]
- paragraph-label: துணை அமைப்பாளர்கள் :: [1152, 1575, 1286, 1587]
- baga-organizers-subhead: பாக அமைப்பாளர் :: [907, 1785, 1006, 1798]
- bagam-colon: :: [153, 1098, 156, 1110]
- paragraph-label: துணை அமைப்பாளர்கள் :: [1152, 546, 1292, 559]
- organizer-paragraph: [434, 1963, 762, 2061]
